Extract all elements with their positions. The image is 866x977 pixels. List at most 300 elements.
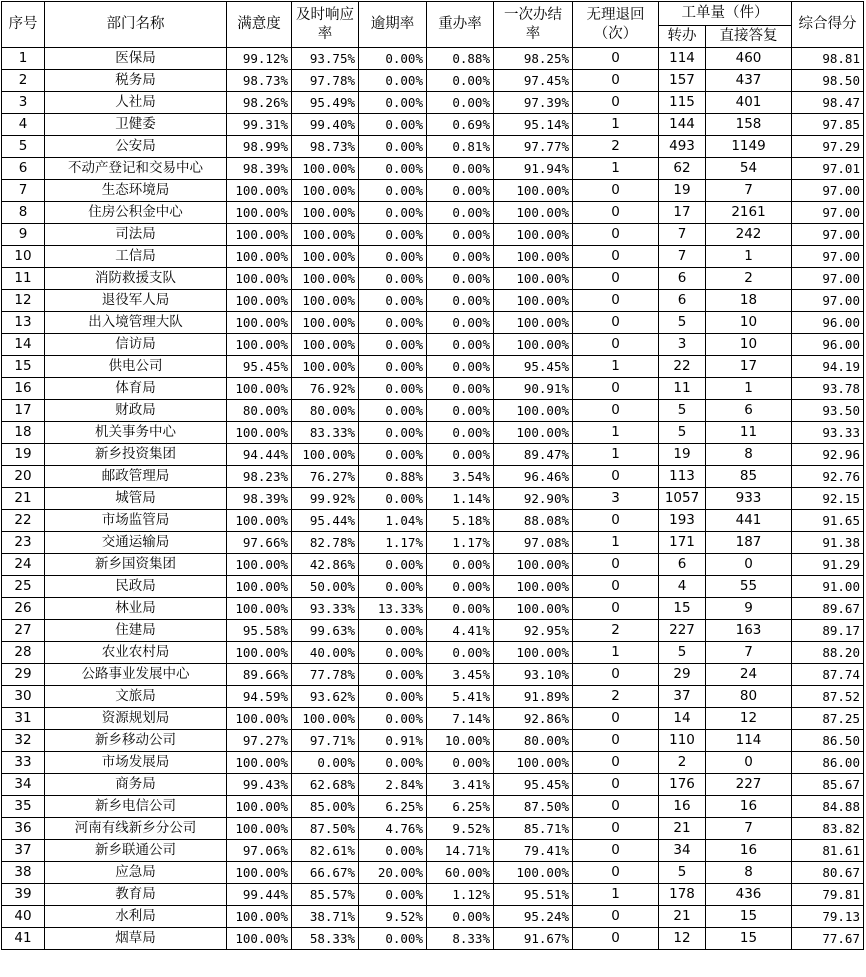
repeat-cell: 3.41%	[427, 774, 494, 796]
header-returns: 无理退回（次）	[573, 2, 659, 48]
direct-cell: 16	[706, 796, 792, 818]
overdue-cell: 0.00%	[359, 378, 427, 400]
satisfaction-cell: 99.44%	[227, 884, 292, 906]
score-cell: 84.88	[792, 796, 864, 818]
direct-cell: 10	[706, 312, 792, 334]
table-row	[2, 664, 864, 686]
table-row	[2, 510, 864, 532]
timely-cell: 99.63%	[292, 620, 359, 642]
satisfaction-cell: 94.59%	[227, 686, 292, 708]
dept-cell: 商务局	[45, 774, 227, 796]
dept-cell: 公路事业发展中心	[45, 664, 227, 686]
direct-cell: 2	[706, 268, 792, 290]
once-cell: 91.89%	[494, 686, 573, 708]
repeat-cell: 0.00%	[427, 422, 494, 444]
overdue-cell: 0.00%	[359, 488, 427, 510]
score-cell: 79.13	[792, 906, 864, 928]
header-transfer: 转办	[659, 26, 706, 48]
once-cell: 100.00%	[494, 268, 573, 290]
once-cell: 100.00%	[494, 180, 573, 202]
once-cell: 100.00%	[494, 422, 573, 444]
score-cell: 96.00	[792, 312, 864, 334]
returns-cell: 0	[573, 928, 659, 950]
timely-cell: 80.00%	[292, 400, 359, 422]
returns-cell: 2	[573, 620, 659, 642]
overdue-cell: 20.00%	[359, 862, 427, 884]
transfer-cell: 193	[659, 510, 706, 532]
seq-cell: 33	[2, 752, 45, 774]
direct-cell: 15	[706, 906, 792, 928]
table-row	[2, 378, 864, 400]
score-cell: 91.65	[792, 510, 864, 532]
satisfaction-cell: 100.00%	[227, 378, 292, 400]
seq-cell: 19	[2, 444, 45, 466]
transfer-cell: 1057	[659, 488, 706, 510]
table-row	[2, 114, 864, 136]
transfer-cell: 178	[659, 884, 706, 906]
table-row	[2, 840, 864, 862]
transfer-cell: 2	[659, 752, 706, 774]
transfer-cell: 21	[659, 906, 706, 928]
dept-cell: 不动产登记和交易中心	[45, 158, 227, 180]
returns-cell: 0	[573, 510, 659, 532]
overdue-cell: 0.00%	[359, 840, 427, 862]
overdue-cell: 0.00%	[359, 686, 427, 708]
repeat-cell: 0.00%	[427, 598, 494, 620]
transfer-cell: 3	[659, 334, 706, 356]
score-cell: 97.00	[792, 180, 864, 202]
seq-cell: 11	[2, 268, 45, 290]
returns-cell: 1	[573, 422, 659, 444]
overdue-cell: 0.00%	[359, 400, 427, 422]
seq-cell: 29	[2, 664, 45, 686]
seq-cell: 25	[2, 576, 45, 598]
timely-cell: 42.86%	[292, 554, 359, 576]
table-row	[2, 642, 864, 664]
seq-cell: 35	[2, 796, 45, 818]
repeat-cell: 0.00%	[427, 70, 494, 92]
table-row	[2, 356, 864, 378]
repeat-cell: 14.71%	[427, 840, 494, 862]
once-cell: 100.00%	[494, 752, 573, 774]
returns-cell: 0	[573, 840, 659, 862]
timely-cell: 82.61%	[292, 840, 359, 862]
overdue-cell: 9.52%	[359, 906, 427, 928]
direct-cell: 242	[706, 224, 792, 246]
repeat-cell: 0.00%	[427, 158, 494, 180]
timely-cell: 50.00%	[292, 576, 359, 598]
direct-cell: 18	[706, 290, 792, 312]
repeat-cell: 0.00%	[427, 92, 494, 114]
dept-cell: 新乡投资集团	[45, 444, 227, 466]
overdue-cell: 0.00%	[359, 884, 427, 906]
overdue-cell: 0.00%	[359, 334, 427, 356]
satisfaction-cell: 100.00%	[227, 862, 292, 884]
score-cell: 85.67	[792, 774, 864, 796]
dept-cell: 文旅局	[45, 686, 227, 708]
overdue-cell: 0.00%	[359, 642, 427, 664]
score-cell: 97.00	[792, 202, 864, 224]
satisfaction-cell: 98.39%	[227, 158, 292, 180]
dept-cell: 新乡联通公司	[45, 840, 227, 862]
table-row	[2, 202, 864, 224]
direct-cell: 401	[706, 92, 792, 114]
returns-cell: 0	[573, 312, 659, 334]
table-row	[2, 246, 864, 268]
seq-cell: 3	[2, 92, 45, 114]
score-cell: 93.78	[792, 378, 864, 400]
dept-cell: 体育局	[45, 378, 227, 400]
transfer-cell: 113	[659, 466, 706, 488]
direct-cell: 114	[706, 730, 792, 752]
dept-cell: 应急局	[45, 862, 227, 884]
seq-cell: 28	[2, 642, 45, 664]
seq-cell: 41	[2, 928, 45, 950]
overdue-cell: 0.00%	[359, 664, 427, 686]
direct-cell: 17	[706, 356, 792, 378]
returns-cell: 0	[573, 268, 659, 290]
once-cell: 91.67%	[494, 928, 573, 950]
score-cell: 93.33	[792, 422, 864, 444]
seq-cell: 31	[2, 708, 45, 730]
dept-cell: 住房公积金中心	[45, 202, 227, 224]
direct-cell: 7	[706, 642, 792, 664]
timely-cell: 76.92%	[292, 378, 359, 400]
once-cell: 100.00%	[494, 862, 573, 884]
once-cell: 95.24%	[494, 906, 573, 928]
overdue-cell: 0.00%	[359, 576, 427, 598]
repeat-cell: 0.00%	[427, 576, 494, 598]
transfer-cell: 227	[659, 620, 706, 642]
repeat-cell: 0.00%	[427, 202, 494, 224]
overdue-cell: 2.84%	[359, 774, 427, 796]
returns-cell: 2	[573, 136, 659, 158]
overdue-cell: 0.00%	[359, 114, 427, 136]
returns-cell: 1	[573, 158, 659, 180]
score-cell: 89.17	[792, 620, 864, 642]
table-row	[2, 180, 864, 202]
header-repeat: 重办率	[427, 2, 494, 48]
score-cell: 79.81	[792, 884, 864, 906]
direct-cell: 15	[706, 928, 792, 950]
timely-cell: 100.00%	[292, 180, 359, 202]
satisfaction-cell: 100.00%	[227, 202, 292, 224]
seq-cell: 37	[2, 840, 45, 862]
repeat-cell: 6.25%	[427, 796, 494, 818]
table-row	[2, 686, 864, 708]
overdue-cell: 6.25%	[359, 796, 427, 818]
transfer-cell: 17	[659, 202, 706, 224]
direct-cell: 24	[706, 664, 792, 686]
returns-cell: 0	[573, 180, 659, 202]
once-cell: 100.00%	[494, 400, 573, 422]
dept-cell: 司法局	[45, 224, 227, 246]
once-cell: 95.51%	[494, 884, 573, 906]
score-cell: 93.50	[792, 400, 864, 422]
direct-cell: 7	[706, 180, 792, 202]
score-cell: 87.74	[792, 664, 864, 686]
seq-cell: 12	[2, 290, 45, 312]
satisfaction-cell: 97.66%	[227, 532, 292, 554]
timely-cell: 58.33%	[292, 928, 359, 950]
transfer-cell: 114	[659, 48, 706, 70]
score-cell: 81.61	[792, 840, 864, 862]
timely-cell: 100.00%	[292, 444, 359, 466]
transfer-cell: 176	[659, 774, 706, 796]
satisfaction-cell: 100.00%	[227, 268, 292, 290]
seq-cell: 24	[2, 554, 45, 576]
overdue-cell: 0.00%	[359, 224, 427, 246]
timely-cell: 100.00%	[292, 224, 359, 246]
table-row	[2, 290, 864, 312]
repeat-cell: 0.81%	[427, 136, 494, 158]
repeat-cell: 0.00%	[427, 444, 494, 466]
returns-cell: 0	[573, 664, 659, 686]
score-cell: 89.67	[792, 598, 864, 620]
timely-cell: 100.00%	[292, 312, 359, 334]
table-row	[2, 532, 864, 554]
satisfaction-cell: 89.66%	[227, 664, 292, 686]
direct-cell: 80	[706, 686, 792, 708]
score-cell: 86.00	[792, 752, 864, 774]
overdue-cell: 0.91%	[359, 730, 427, 752]
dept-cell: 资源规划局	[45, 708, 227, 730]
once-cell: 91.94%	[494, 158, 573, 180]
table-row	[2, 268, 864, 290]
returns-cell: 0	[573, 598, 659, 620]
satisfaction-cell: 99.31%	[227, 114, 292, 136]
returns-cell: 0	[573, 730, 659, 752]
once-cell: 93.10%	[494, 664, 573, 686]
dept-cell: 供电公司	[45, 356, 227, 378]
timely-cell: 100.00%	[292, 334, 359, 356]
satisfaction-cell: 95.58%	[227, 620, 292, 642]
satisfaction-cell: 100.00%	[227, 708, 292, 730]
repeat-cell: 0.00%	[427, 378, 494, 400]
returns-cell: 0	[573, 466, 659, 488]
dept-cell: 出入境管理大队	[45, 312, 227, 334]
timely-cell: 99.92%	[292, 488, 359, 510]
satisfaction-cell: 100.00%	[227, 906, 292, 928]
score-cell: 87.25	[792, 708, 864, 730]
header-satisfaction: 满意度	[227, 2, 292, 48]
dept-cell: 市场发展局	[45, 752, 227, 774]
returns-cell: 0	[573, 818, 659, 840]
once-cell: 79.41%	[494, 840, 573, 862]
satisfaction-cell: 100.00%	[227, 818, 292, 840]
overdue-cell: 0.00%	[359, 356, 427, 378]
score-cell: 80.67	[792, 862, 864, 884]
table-row	[2, 906, 864, 928]
once-cell: 97.39%	[494, 92, 573, 114]
transfer-cell: 29	[659, 664, 706, 686]
repeat-cell: 0.00%	[427, 246, 494, 268]
satisfaction-cell: 98.73%	[227, 70, 292, 92]
overdue-cell: 0.00%	[359, 158, 427, 180]
overdue-cell: 0.00%	[359, 752, 427, 774]
once-cell: 100.00%	[494, 290, 573, 312]
transfer-cell: 62	[659, 158, 706, 180]
satisfaction-cell: 80.00%	[227, 400, 292, 422]
dept-cell: 烟草局	[45, 928, 227, 950]
table-row	[2, 70, 864, 92]
timely-cell: 100.00%	[292, 246, 359, 268]
once-cell: 92.95%	[494, 620, 573, 642]
timely-cell: 95.49%	[292, 92, 359, 114]
score-cell: 98.47	[792, 92, 864, 114]
dept-cell: 市场监管局	[45, 510, 227, 532]
table-row	[2, 422, 864, 444]
overdue-cell: 0.00%	[359, 268, 427, 290]
score-cell: 91.29	[792, 554, 864, 576]
table-row	[2, 48, 864, 70]
returns-cell: 1	[573, 642, 659, 664]
transfer-cell: 12	[659, 928, 706, 950]
table-row	[2, 796, 864, 818]
once-cell: 100.00%	[494, 202, 573, 224]
score-cell: 91.38	[792, 532, 864, 554]
table-row	[2, 928, 864, 950]
seq-cell: 14	[2, 334, 45, 356]
transfer-cell: 19	[659, 180, 706, 202]
dept-cell: 农业农村局	[45, 642, 227, 664]
dept-cell: 新乡国资集团	[45, 554, 227, 576]
satisfaction-cell: 100.00%	[227, 422, 292, 444]
satisfaction-cell: 97.06%	[227, 840, 292, 862]
repeat-cell: 0.00%	[427, 642, 494, 664]
timely-cell: 38.71%	[292, 906, 359, 928]
header-once: 一次办结率	[494, 2, 573, 48]
dept-cell: 财政局	[45, 400, 227, 422]
once-cell: 92.86%	[494, 708, 573, 730]
returns-cell: 1	[573, 532, 659, 554]
score-cell: 97.85	[792, 114, 864, 136]
transfer-cell: 5	[659, 642, 706, 664]
returns-cell: 0	[573, 334, 659, 356]
transfer-cell: 7	[659, 224, 706, 246]
once-cell: 87.50%	[494, 796, 573, 818]
overdue-cell: 0.00%	[359, 312, 427, 334]
table-body	[2, 48, 864, 950]
timely-cell: 62.68%	[292, 774, 359, 796]
transfer-cell: 21	[659, 818, 706, 840]
transfer-cell: 493	[659, 136, 706, 158]
seq-cell: 39	[2, 884, 45, 906]
timely-cell: 93.33%	[292, 598, 359, 620]
seq-cell: 30	[2, 686, 45, 708]
timely-cell: 99.40%	[292, 114, 359, 136]
once-cell: 90.91%	[494, 378, 573, 400]
ranking-table-container	[1, 1, 864, 950]
score-cell: 97.00	[792, 290, 864, 312]
returns-cell: 0	[573, 378, 659, 400]
direct-cell: 0	[706, 554, 792, 576]
once-cell: 89.47%	[494, 444, 573, 466]
once-cell: 100.00%	[494, 312, 573, 334]
direct-cell: 227	[706, 774, 792, 796]
header-seq: 序号	[2, 2, 45, 48]
satisfaction-cell: 98.39%	[227, 488, 292, 510]
direct-cell: 10	[706, 334, 792, 356]
satisfaction-cell: 98.99%	[227, 136, 292, 158]
score-cell: 83.82	[792, 818, 864, 840]
transfer-cell: 14	[659, 708, 706, 730]
repeat-cell: 4.41%	[427, 620, 494, 642]
timely-cell: 66.67%	[292, 862, 359, 884]
dept-cell: 税务局	[45, 70, 227, 92]
once-cell: 100.00%	[494, 334, 573, 356]
transfer-cell: 4	[659, 576, 706, 598]
direct-cell: 2161	[706, 202, 792, 224]
transfer-cell: 115	[659, 92, 706, 114]
overdue-cell: 0.00%	[359, 180, 427, 202]
repeat-cell: 60.00%	[427, 862, 494, 884]
score-cell: 97.01	[792, 158, 864, 180]
transfer-cell: 34	[659, 840, 706, 862]
direct-cell: 0	[706, 752, 792, 774]
header-score: 综合得分	[792, 2, 864, 48]
seq-cell: 7	[2, 180, 45, 202]
once-cell: 85.71%	[494, 818, 573, 840]
table-row	[2, 730, 864, 752]
direct-cell: 8	[706, 444, 792, 466]
dept-cell: 退役军人局	[45, 290, 227, 312]
once-cell: 80.00%	[494, 730, 573, 752]
once-cell: 100.00%	[494, 576, 573, 598]
once-cell: 98.25%	[494, 48, 573, 70]
table-row	[2, 598, 864, 620]
seq-cell: 23	[2, 532, 45, 554]
header-workload: 工单量（件）	[659, 2, 792, 26]
table-row	[2, 136, 864, 158]
transfer-cell: 5	[659, 422, 706, 444]
overdue-cell: 0.00%	[359, 290, 427, 312]
seq-cell: 40	[2, 906, 45, 928]
overdue-cell: 0.00%	[359, 928, 427, 950]
dept-cell: 工信局	[45, 246, 227, 268]
seq-cell: 6	[2, 158, 45, 180]
timely-cell: 82.78%	[292, 532, 359, 554]
timely-cell: 85.57%	[292, 884, 359, 906]
timely-cell: 100.00%	[292, 356, 359, 378]
satisfaction-cell: 100.00%	[227, 598, 292, 620]
seq-cell: 8	[2, 202, 45, 224]
once-cell: 100.00%	[494, 642, 573, 664]
returns-cell: 0	[573, 752, 659, 774]
once-cell: 97.45%	[494, 70, 573, 92]
score-cell: 77.67	[792, 928, 864, 950]
once-cell: 100.00%	[494, 224, 573, 246]
repeat-cell: 1.17%	[427, 532, 494, 554]
dept-cell: 教育局	[45, 884, 227, 906]
direct-cell: 933	[706, 488, 792, 510]
seq-cell: 18	[2, 422, 45, 444]
timely-cell: 98.73%	[292, 136, 359, 158]
direct-cell: 85	[706, 466, 792, 488]
dept-cell: 水利局	[45, 906, 227, 928]
dept-cell: 城管局	[45, 488, 227, 510]
overdue-cell: 0.00%	[359, 70, 427, 92]
dept-cell: 卫健委	[45, 114, 227, 136]
direct-cell: 437	[706, 70, 792, 92]
timely-cell: 100.00%	[292, 202, 359, 224]
overdue-cell: 0.00%	[359, 708, 427, 730]
score-cell: 98.81	[792, 48, 864, 70]
returns-cell: 0	[573, 92, 659, 114]
repeat-cell: 3.45%	[427, 664, 494, 686]
seq-cell: 13	[2, 312, 45, 334]
returns-cell: 0	[573, 70, 659, 92]
